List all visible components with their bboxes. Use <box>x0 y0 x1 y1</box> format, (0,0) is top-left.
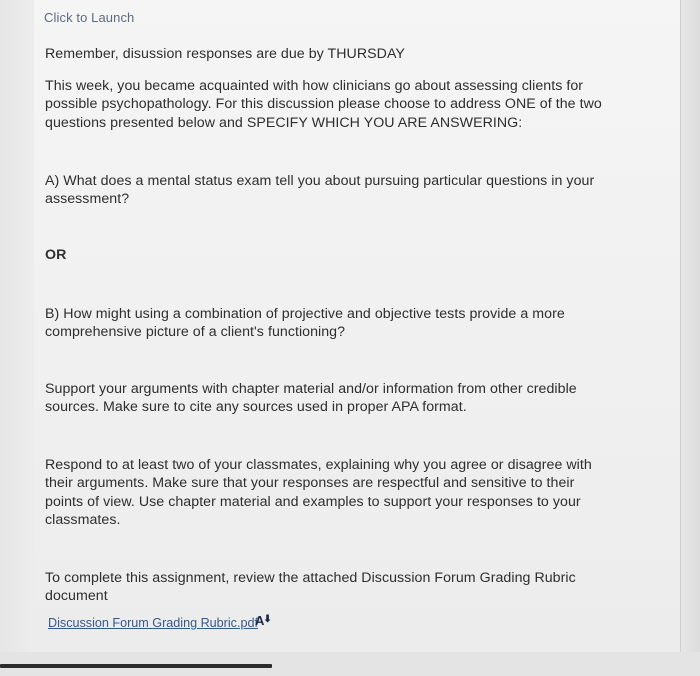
rubric-pdf-link[interactable]: Discussion Forum Grading Rubric.pdf <box>48 616 258 630</box>
question-a: A) What does a mental status exam tell you about pursuing particular questions in your assessment? <box>45 173 595 208</box>
intro-paragraph: This week, you became acquainted with how clinicians go about assessing clients for possible psychopathology. For this discussion please choose to address ONE of the two questions presented below and SPECIFY WHICH YOU ARE ANSWERING: <box>45 78 602 131</box>
respond-paragraph: Respond to at least two of your classmates, explaining why you agree or disagree with their arguments. Make sure that your responses are respectful and sensitive to their points of view. Use chapter material and examples to support your responses to your classmates. <box>45 457 592 529</box>
complete-paragraph: To complete this assignment, review the attached Discussion Forum Grading Rubric document <box>45 570 576 605</box>
left-margin <box>0 0 34 676</box>
download-arrow-icon: ⬇ <box>263 614 271 625</box>
support-paragraph: Support your arguments with chapter material and/or information from other credible sources. Make sure to cite any sources used in proper APA format. <box>45 381 577 416</box>
scrollbar-track[interactable] <box>680 0 700 676</box>
alternative-formats-icon-letter: A <box>255 613 264 628</box>
horizontal-scrollbar[interactable] <box>0 664 272 668</box>
alternative-formats-icon[interactable] <box>255 613 271 628</box>
or-separator: OR <box>45 247 67 263</box>
reminder-text: Remember, disussion responses are due by THURSDAY <box>45 46 405 62</box>
click-to-launch-link[interactable]: Click to Launch <box>44 10 135 25</box>
question-b: B) How might using a combination of projective and objective tests provide a more comprehensive picture of a client's functioning? <box>45 306 565 341</box>
